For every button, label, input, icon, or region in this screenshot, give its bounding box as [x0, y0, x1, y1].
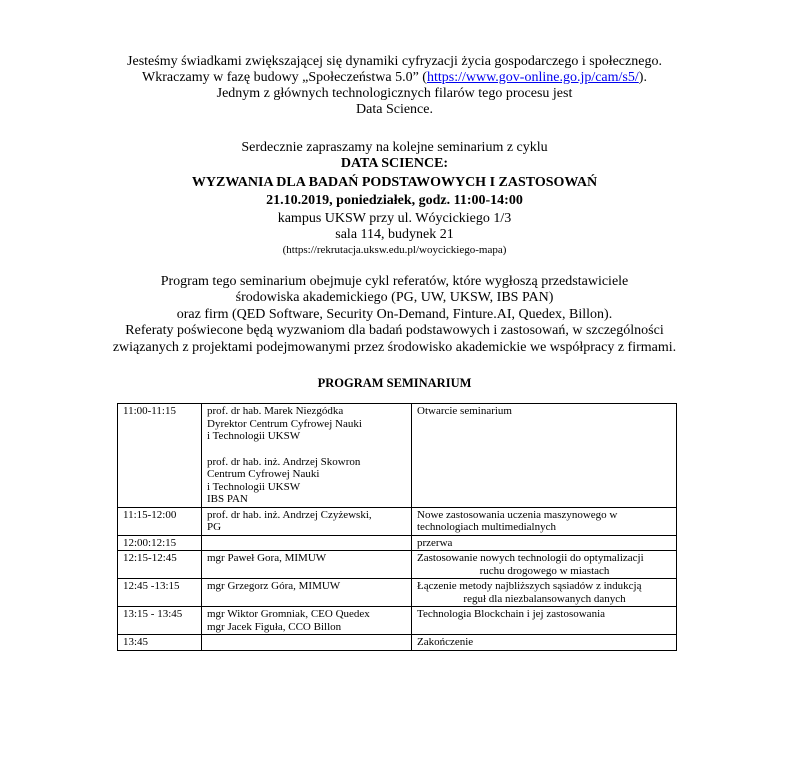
table-row: [118, 635, 677, 651]
speaker-cell: [202, 535, 412, 551]
time-cell: 12:00:12:15: [118, 535, 202, 551]
speaker-cell: [202, 607, 412, 635]
table-row: [118, 579, 677, 607]
program-desc-3: oraz firm (QED Software, Security On-Demand, Finture.AI, Quedex, Billon).: [176, 307, 613, 322]
program-desc-2: środowiska akademickiego (PG, UW, UKSW, IBS PAN): [235, 290, 554, 305]
seminar-date: 21.10.2019, poniedziałek, godz. 11:00-14:00: [266, 193, 523, 208]
topic-cell: przerwa: [412, 535, 677, 551]
intro-line-2: [0, 70, 789, 86]
speaker-line: Dyrektor Centrum Cyfrowej Nauki: [207, 417, 362, 430]
time-cell: 13:45: [118, 635, 202, 651]
intro-line-2-end: ).: [638, 70, 647, 85]
intro-line-2-text: Wkraczamy w fazę budowy „Społeczeństwa 5.0” (: [142, 70, 427, 85]
seminar-title-2: WYZWANIA DLA BADAŃ PODSTAWOWYCH I ZASTOSOWAŃ: [191, 175, 598, 190]
map-link-text: (https://rekrutacja.uksw.edu.pl/woycickiego-mapa): [282, 244, 507, 256]
table-row: [118, 551, 677, 579]
topic-cell: Otwarcie seminarium: [412, 404, 677, 508]
time-cell: 12:15-12:45: [118, 551, 202, 579]
topic-line: Nowe zastosowania uczenia maszynowego w: [417, 508, 618, 521]
table-row: [118, 404, 677, 508]
invitation-line: Serdecznie zapraszamy na kolejne seminarium z cyklu: [241, 140, 548, 155]
speaker-line: prof. dr hab. inż. Andrzej Skowron: [207, 455, 361, 468]
speaker-cell: mgr Grzegorz Góra, MIMUW: [202, 579, 412, 607]
speaker-line: IBS PAN: [207, 493, 248, 505]
topic-line: Łączenie metody najbliższych sąsiadów z indukcją: [417, 580, 642, 592]
topic-cell: [412, 551, 677, 579]
speaker-line: i Technologii UKSW: [207, 480, 301, 493]
time-cell: 11:15-12:00: [118, 507, 202, 535]
speaker-cell: [202, 507, 412, 535]
intro-line-3: Jednym z głównych technologicznych filarów tego procesu jest: [216, 86, 573, 101]
intro-line-1: Jesteśmy świadkami zwiększającej się dynamiki cyfryzacji życia gospodarczego i społecznego.: [127, 54, 662, 69]
topic-cell: [412, 507, 677, 535]
seminar-place-1: kampus UKSW przy ul. Wóycickiego 1/3: [277, 211, 512, 226]
time-cell: 12:45 -13:15: [118, 579, 202, 607]
speaker-line: prof. dr hab. Marek Niezgódka: [207, 405, 344, 417]
speaker-line: prof. dr hab. inż. Andrzej Czyżewski,: [207, 508, 372, 521]
table-row: [118, 607, 677, 635]
topic-line: Zastosowanie nowych technologii do optymalizacji: [417, 552, 644, 564]
society-5-link[interactable]: https://www.gov-online.go.jp/cam/s5/: [426, 70, 639, 85]
speaker-cell: mgr Paweł Gora, MIMUW: [202, 551, 412, 579]
topic-line: ruchu drogowego w miastach: [479, 564, 610, 577]
program-desc-5: związanych z projektami podejmowanymi przez środowisko akademickie we współpracy z firmami.: [112, 340, 677, 355]
speaker-line: i Technologii UKSW: [207, 430, 301, 442]
topic-line: technologiach multimedialnych: [417, 521, 556, 533]
time-cell: 13:15 - 13:45: [118, 607, 202, 635]
spacer: [207, 443, 407, 456]
schedule-table: [117, 403, 677, 651]
intro-line-4: Data Science.: [356, 102, 433, 117]
topic-cell: Zakończenie: [412, 635, 677, 651]
speaker-cell: [202, 635, 412, 651]
seminar-title-1: DATA SCIENCE:: [340, 156, 449, 171]
speaker-line: mgr Jacek Figuła, CCO Billon: [207, 620, 342, 633]
seminar-place-2: sala 114, budynek 21: [335, 227, 454, 242]
table-row: [118, 507, 677, 535]
program-desc-4: Referaty poświecone będą wyzwaniom dla badań podstawowych i zastosowań, w szczególności: [125, 323, 664, 338]
speaker-cell: [202, 404, 412, 508]
topic-line: reguł dla niezbalansowanych danych: [463, 592, 626, 605]
program-title: PROGRAM SEMINARIUM: [317, 376, 472, 390]
speaker-line: Centrum Cyfrowej Nauki: [207, 468, 320, 480]
speaker-line: mgr Wiktor Gromniak, CEO Quedex: [207, 608, 370, 620]
table-row: [118, 535, 677, 551]
topic-cell: Technologia Blockchain i jej zastosowania: [412, 607, 677, 635]
time-cell: 11:00-11:15: [118, 404, 202, 508]
speaker-line: PG: [207, 521, 222, 533]
program-desc-1: Program tego seminarium obejmuje cykl referatów, które wygłoszą przedstawiciele: [160, 274, 629, 289]
topic-cell: [412, 579, 677, 607]
